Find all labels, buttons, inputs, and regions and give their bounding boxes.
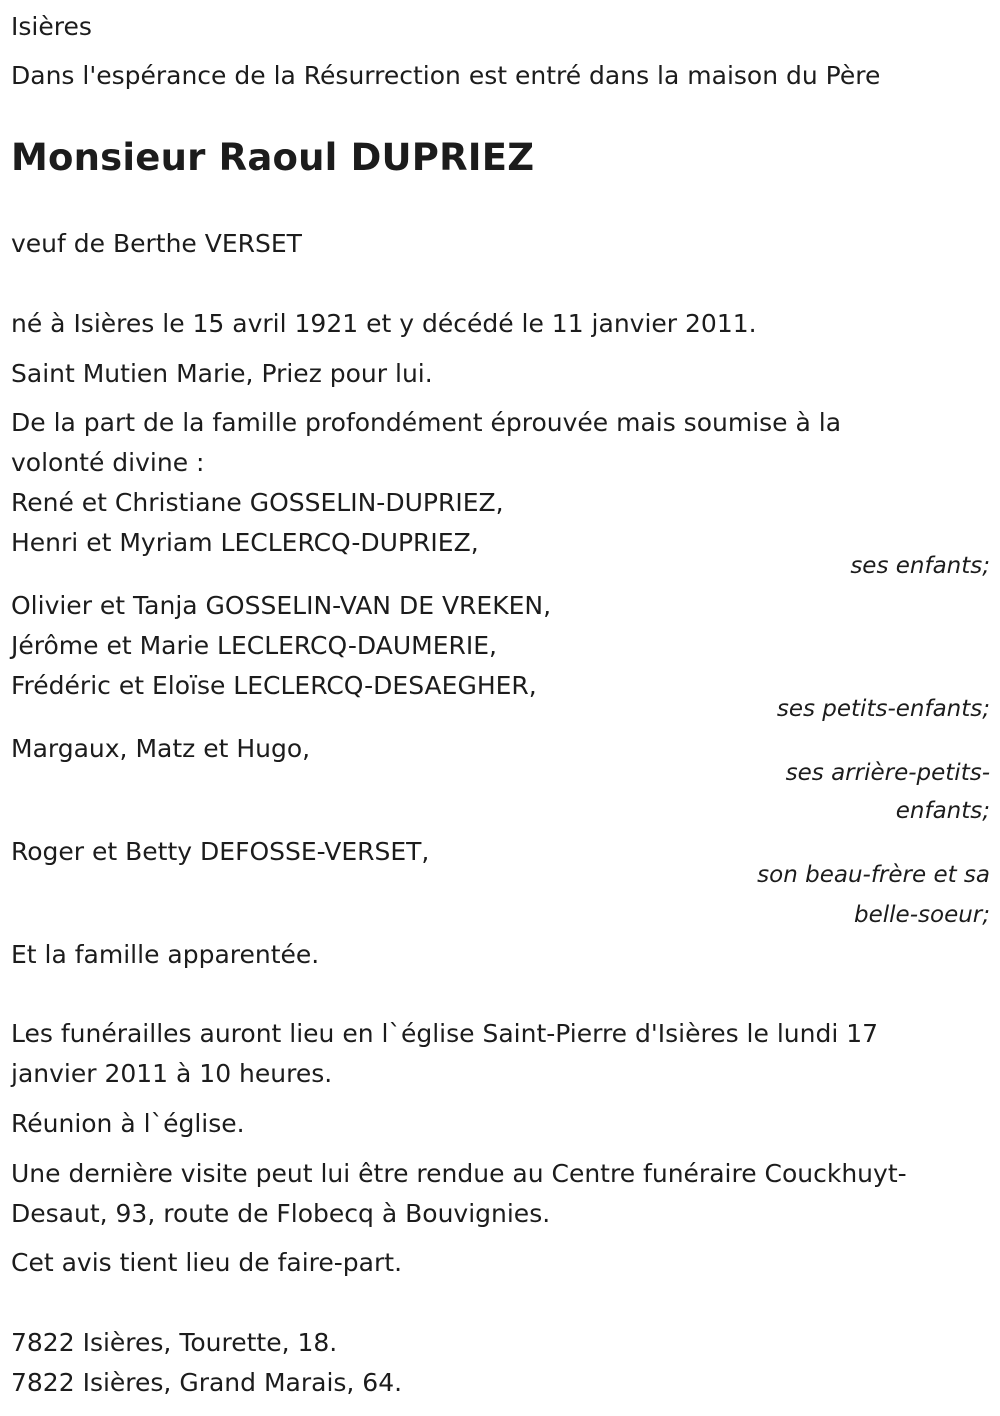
- funeral-line-1: Les funérailles auront lieu en l`église Saint-Pierre d'Isières le lundi 17: [11, 1019, 879, 1048]
- grandchild-entry: Olivier et Tanja GOSSELIN-VAN DE VREKEN,: [11, 591, 552, 620]
- meeting-line: Réunion à l`église.: [11, 1109, 245, 1138]
- notice-line: Cet avis tient lieu de faire-part.: [11, 1248, 403, 1277]
- address-line: 7822 Isières, Grand Marais, 64.: [11, 1368, 403, 1397]
- deceased-name: Monsieur Raoul DUPRIEZ: [11, 136, 535, 179]
- in-laws-entry: Roger et Betty DEFOSSE-VERSET,: [11, 837, 430, 866]
- birth-death-line: né à Isières le 15 avril 1921 et y décédé le 11 janvier 2011.: [11, 309, 757, 338]
- in-laws-role-line-2: belle-soeur;: [854, 902, 990, 928]
- grandchildren-role: ses petits-enfants;: [776, 696, 990, 722]
- great-grandchildren-entry: Margaux, Matz et Hugo,: [11, 734, 311, 763]
- locality: Isières: [11, 12, 92, 41]
- children-role: ses enfants;: [850, 553, 990, 579]
- visit-line-1: Une dernière visite peut lui être rendue au Centre funéraire Couckhuyt-: [11, 1159, 907, 1188]
- family-intro-line-1: De la part de la famille profondément éprouvée mais soumise à la: [11, 408, 842, 437]
- child-entry: René et Christiane GOSSELIN-DUPRIEZ,: [11, 488, 504, 517]
- visit-line-2: Desaut, 93, route de Flobecq à Bouvignies.: [11, 1199, 551, 1228]
- address-line: 7822 Isières, Tourette, 18.: [11, 1328, 338, 1357]
- extended-family-line: Et la famille apparentée.: [11, 940, 320, 969]
- grandchild-entry: Jérôme et Marie LECLERCQ-DAUMERIE,: [11, 631, 497, 660]
- great-grandchildren-role-line-1: ses arrière-petits-: [785, 760, 990, 786]
- great-grandchildren-role-line-2: enfants;: [895, 798, 990, 824]
- grandchild-entry: Frédéric et Eloïse LECLERCQ-DESAEGHER,: [11, 671, 537, 700]
- family-intro-line-2: volonté divine :: [11, 448, 205, 477]
- intro-line: Dans l'espérance de la Résurrection est entré dans la maison du Père: [11, 61, 881, 90]
- widower-line: veuf de Berthe VERSET: [11, 229, 302, 258]
- prayer-line: Saint Mutien Marie, Priez pour lui.: [11, 359, 433, 388]
- in-laws-role-line-1: son beau-frère et sa: [757, 862, 990, 888]
- funeral-line-2: janvier 2011 à 10 heures.: [11, 1059, 333, 1088]
- child-entry: Henri et Myriam LECLERCQ-DUPRIEZ,: [11, 528, 479, 557]
